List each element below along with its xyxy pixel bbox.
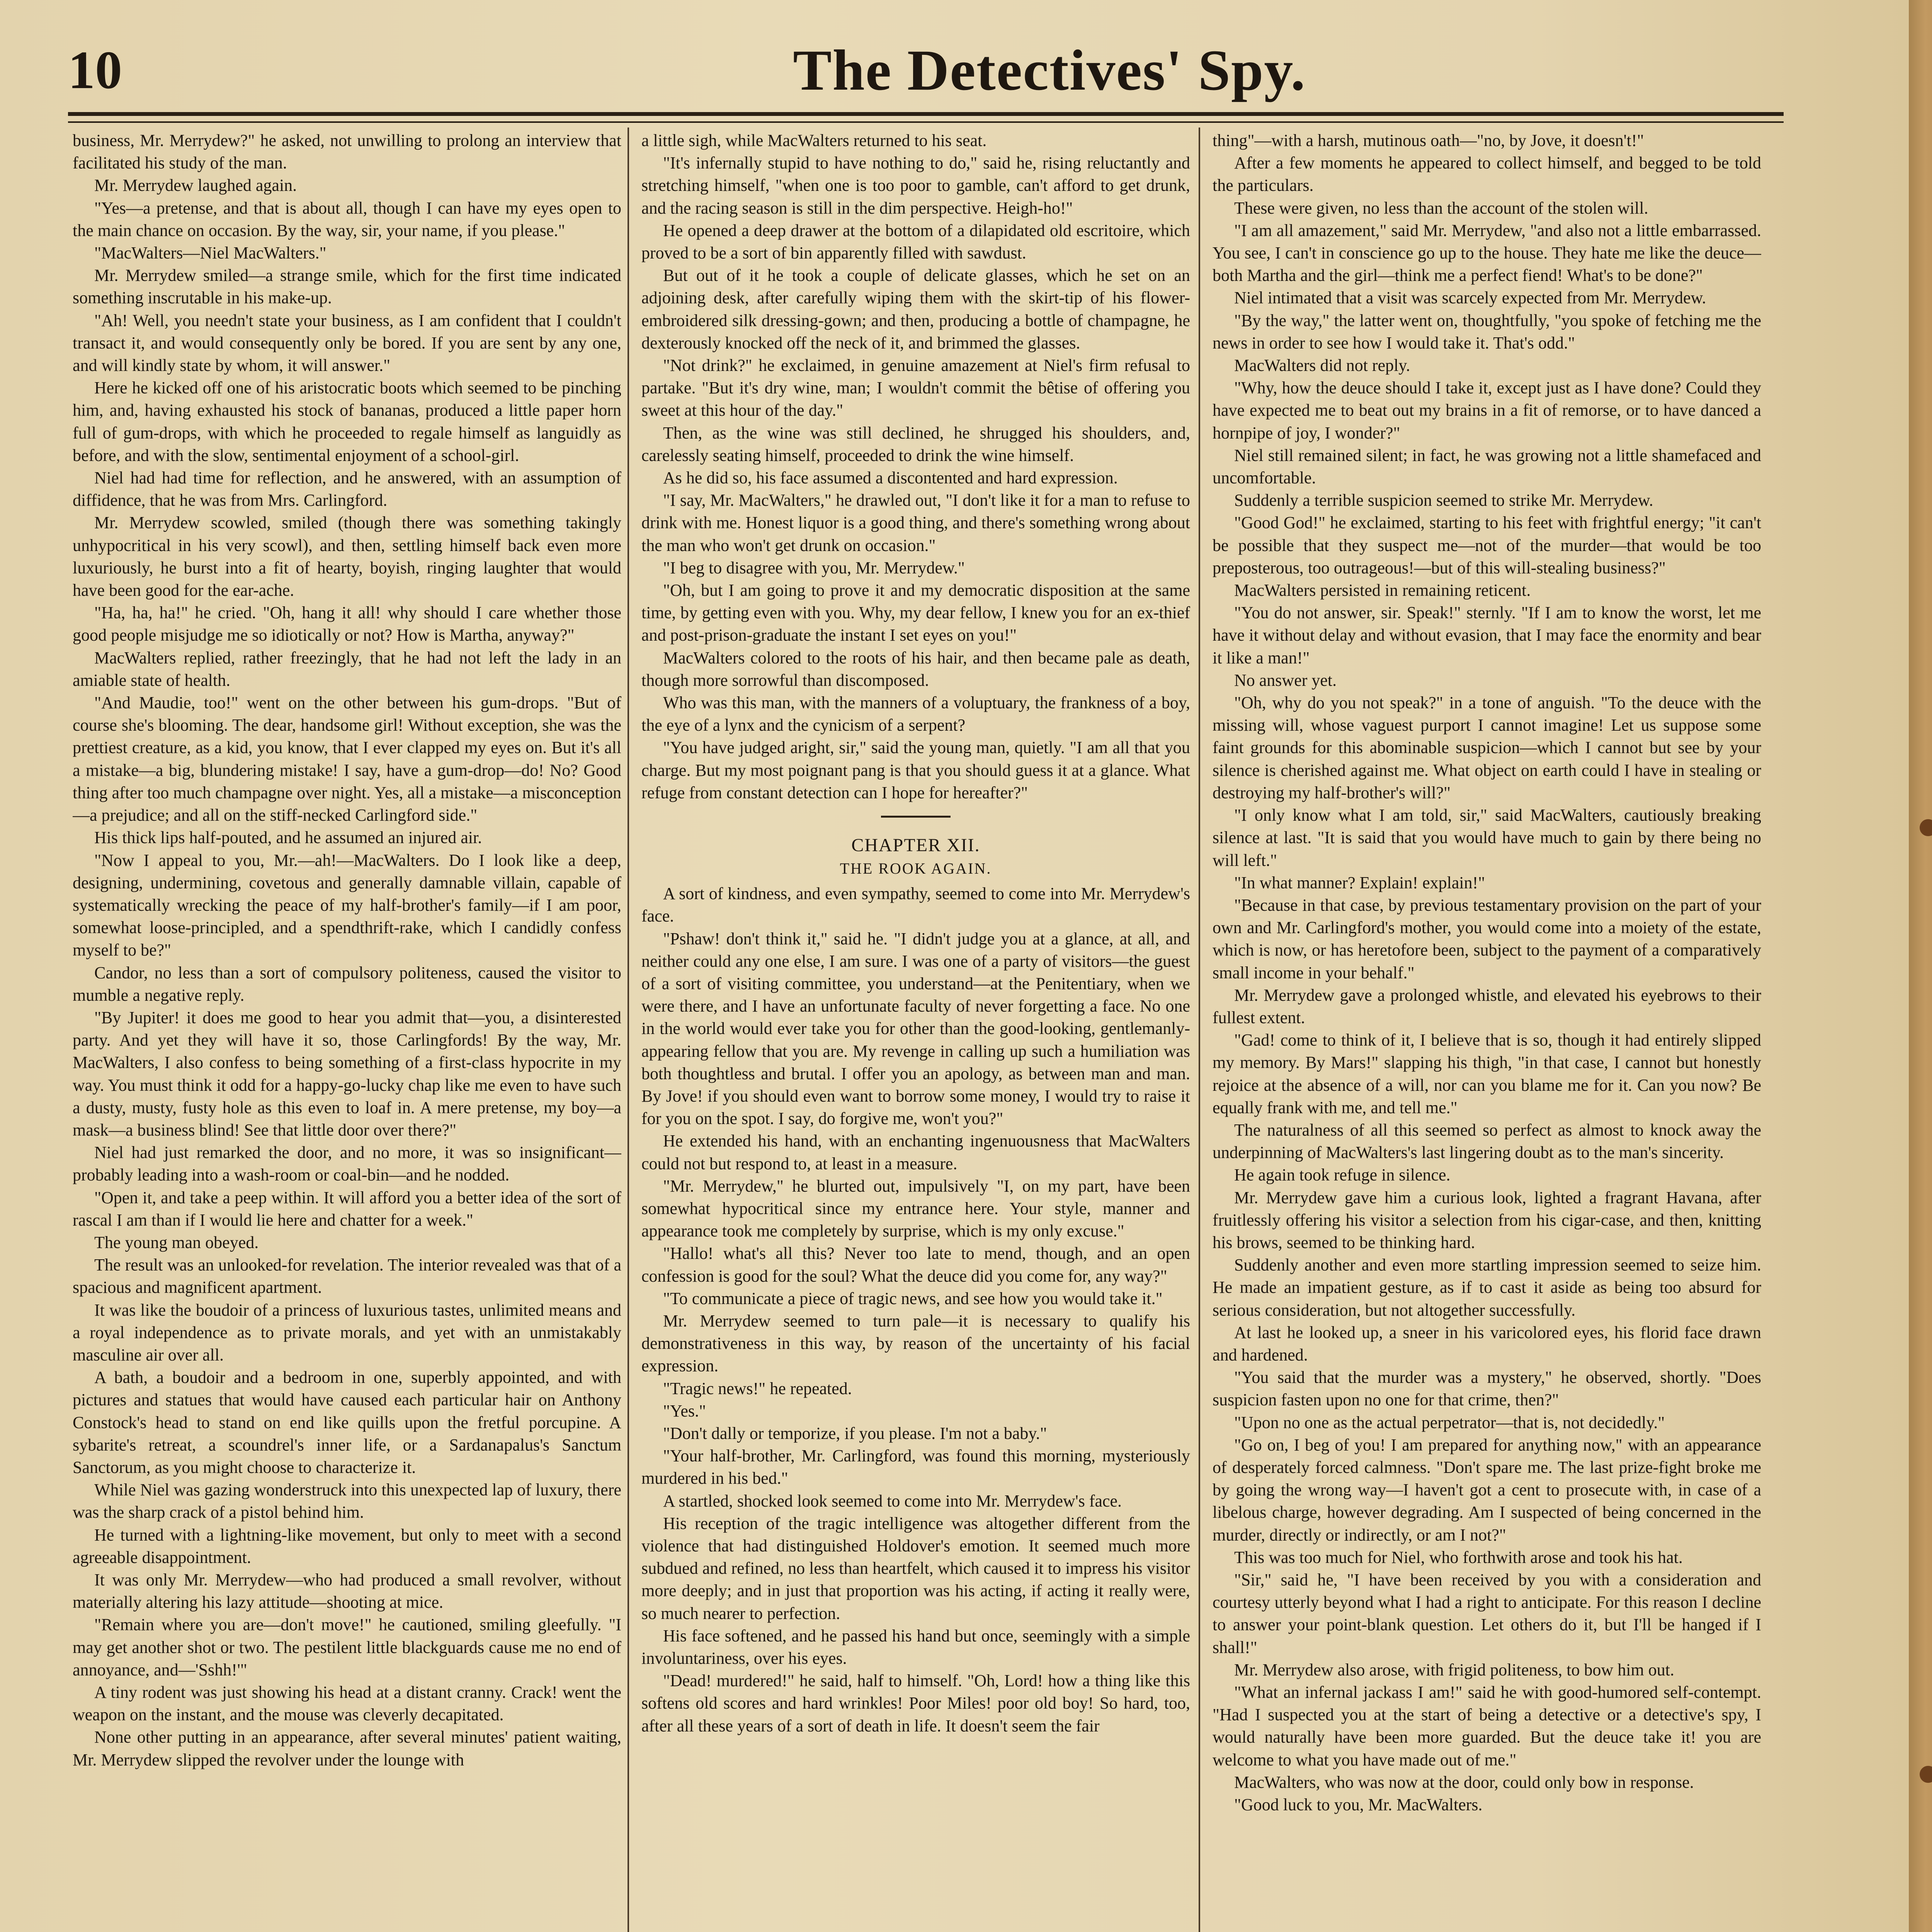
article-paragraph: "I beg to disagree with you, Mr. Merrydew." xyxy=(663,558,965,577)
article-paragraph: "Oh, but I am going to prove it and my democratic disposition at the same time, by getting even with you. Why, my dear fellow, I knew you for an ex-thief and post-prison-graduate the instant I set eyes on you!" xyxy=(641,581,1190,645)
article-paragraph: "MacWalters—Niel MacWalters." xyxy=(94,243,327,263)
article-paragraph: "To communicate a piece of tragic news, and see how you would take it." xyxy=(663,1289,1163,1308)
article-paragraph: A sort of kindness, and even sympathy, seemed to come into Mr. Merrydew's face. xyxy=(641,884,1190,926)
page-header xyxy=(68,32,1784,108)
article-paragraph: MacWalters persisted in remaining reticent. xyxy=(1234,581,1531,600)
article-paragraph: Suddenly another and even more startling impression seemed to seize him. He made an impatient gesture, as if to cast it aside as being too absurd for serious consideration, but not altogether successfully. xyxy=(1213,1255,1761,1320)
article-paragraph: business, Mr. Merrydew?" he asked, not unwilling to prolong an interview that facilitated his study of the man. xyxy=(73,131,621,173)
article-paragraph: Mr. Merrydew smiled—a strange smile, which for the first time indicated something inscrutable in his make-up. xyxy=(73,266,621,308)
article-paragraph: "Upon no one as the actual perpetrator—that is, not decidedly." xyxy=(1234,1413,1665,1432)
chapter-heading xyxy=(641,816,1190,879)
article-paragraph: "Ha, ha, ha!" he cried. "Oh, hang it all! why should I care whether those good people misjudge me so idiotically or not? How is Martha, anyway?" xyxy=(73,603,621,645)
article-paragraph: "Gad! come to think of it, I believe that is so, though it had entirely slipped my memory. By Mars!" slapping his thigh, "in that case, I cannot but honestly rejoice at the absence of a will, nor can you blame me for it. Can you now? Be equally frank with me, and tell me." xyxy=(1213,1031,1761,1117)
text-column-1 xyxy=(73,129,621,1932)
article-paragraph: Niel still remained silent; in fact, he was growing not a little shamefaced and uncomfortable. xyxy=(1213,446,1761,488)
article-paragraph: "In what manner? Explain! explain!" xyxy=(1234,873,1485,892)
article-paragraph: "Pshaw! don't think it," said he. "I didn't judge you at a glance, at all, and neither could any one else, I am sure. I was one of a party of visitors—the guest of a sort of visiting committee, you understand—at the Penitentiary, when we were there, and I have an unfortunate faculty of never forgetting a face. No one in the world would ever take you for other than the good-looking, gentlemanly-appearing fellow that you are. My revenge in calling up such a humiliation was both thoughtless and brutal. I offer you an apology, as between man and man. By Jove! if you should even want to borrow some money, I would try to raise it for you on the spot. I say, do forgive me, won't you?" xyxy=(641,929,1190,1128)
article-paragraph: "You do not answer, sir. Speak!" sternly. "If I am to know the worst, let me have it without delay and without evasion, that I may face the enormity and bear it like a man!" xyxy=(1213,603,1761,667)
article-paragraph: "Don't dally or temporize, if you please. I'm not a baby." xyxy=(663,1423,1047,1443)
text-column-2 xyxy=(641,129,1190,1932)
page-number: 10 xyxy=(68,40,122,100)
chapter-title: CHAPTER XII. xyxy=(851,835,980,856)
masthead-title: The Detectives' Spy. xyxy=(793,38,1306,102)
article-paragraph: He turned with a lightning-like movement, but only to meet with a second agreeable disappointment. xyxy=(73,1525,621,1567)
article-paragraph: "Tragic news!" he repeated. xyxy=(663,1379,852,1398)
article-paragraph: Mr. Merrydew also arose, with frigid politeness, to bow him out. xyxy=(1234,1660,1674,1679)
article-paragraph: MacWalters did not reply. xyxy=(1234,356,1410,375)
article-paragraph: "Hallo! what's all this? Never too late to mend, though, and an open confession is good for the soul? What the deuce did you come for, any way?" xyxy=(641,1244,1190,1286)
chapter-subtitle: THE ROOK AGAIN. xyxy=(840,860,992,878)
article-paragraph: The naturalness of all this seemed so perfect as almost to knock away the underpinning of MacWalters's last lingering doubt as to the man's sincerity. xyxy=(1213,1120,1761,1162)
article-paragraph: "I am all amazement," said Mr. Merrydew, "and also not a little embarrassed. You see, I can't in conscience go up to the house. They hate me like the deuce—both Martha and the girl—think me a perfect fiend! What's to be done?" xyxy=(1213,221,1761,285)
article-paragraph: MacWalters replied, rather freezingly, that he had not left the lady in an amiable state of health. xyxy=(73,648,621,690)
header-rule xyxy=(68,112,1784,116)
article-paragraph: The result was an unlooked-for revelation. The interior revealed was that of a spacious and magnificent apartment. xyxy=(73,1255,621,1297)
article-paragraph: "Sir," said he, "I have been received by you with a consideration and courtesy utterly beyond what I had a right to anticipate. For this reason I decline to answer your point-blank question. Let others do it, but I'll be hanged if I shall!" xyxy=(1213,1570,1761,1657)
article-paragraph: Candor, no less than a sort of compulsory politeness, caused the visitor to mumble a negative reply. xyxy=(73,963,621,1005)
article-paragraph: This was too much for Niel, who forthwith arose and took his hat. xyxy=(1234,1548,1683,1567)
article-paragraph: Mr. Merrydew gave a prolonged whistle, and elevated his eyebrows to their fullest extent. xyxy=(1213,985,1761,1027)
article-paragraph: "I only know what I am told, sir," said MacWalters, cautiously breaking silence at last. "It is said that you would have much to gain by there being no will left." xyxy=(1213,806,1761,870)
article-paragraph: "Ah! Well, you needn't state your business, as I am confident that I couldn't transact it, and would consequently only be bored. If you are sent by any one, and will kindly state by whom, it will answer." xyxy=(73,311,621,375)
article-paragraph: A bath, a boudoir and a bedroom in one, superbly appointed, and with pictures and statues that would have caused each particular hair on Anthony Constock's head to stand on end like quills upon the fretful porcupine. A sybarite's retreat, a scoundrel's inner life, or a Sardanapalus's Sanctum Sanctorum, as you might choose to characterize it. xyxy=(73,1368,621,1477)
article-paragraph: Here he kicked off one of his aristocratic boots which seemed to be pinching him, and, having exhausted his stock of bananas, produced a little paper horn full of gum-drops, with which he proceeded to regale himself as languidly as before, and with the slow, sentimental enjoyment of a school-girl. xyxy=(73,378,621,465)
article-paragraph: These were given, no less than the account of the stolen will. xyxy=(1234,198,1648,218)
article-paragraph: a little sigh, while MacWalters returned to his seat. xyxy=(641,131,987,150)
text-column-3 xyxy=(1213,129,1761,1932)
article-paragraph: A tiny rodent was just showing his head at a distant cranny. Crack! went the weapon on the instant, and the mouse was cleverly decapitated. xyxy=(73,1683,621,1725)
article-paragraph: Suddenly a terrible suspicion seemed to strike Mr. Merrydew. xyxy=(1234,491,1653,510)
article-paragraph: "What an infernal jackass I am!" said he with good-humored self-contempt. "Had I suspected you at the start of being a detective or a detective's spy, I would naturally have been more guarded. But the deuce take it! you are welcome to what you have made out of me." xyxy=(1213,1683,1761,1769)
article-paragraph: "Why, how the deuce should I take it, except just as I have done? Could they have expected me to beat out my brains in a fit of remorse, or to have danced a hornpipe of joy, I wonder?" xyxy=(1213,378,1761,442)
article-paragraph: "You have judged aright, sir," said the young man, quietly. "I am all that you charge. But my most poignant pang is that you should guess it at a glance. What refuge from constant detection can I hope for hereafter?" xyxy=(641,738,1190,802)
article-paragraph: The young man obeyed. xyxy=(94,1233,259,1252)
article-paragraph: "Yes." xyxy=(663,1401,706,1420)
article-paragraph: "Dead! murdered!" he said, half to himself. "Oh, Lord! how a thing like this softens old scores and hard wrinkles! Poor Miles! poor old boy! So hard, too, after all these years of a sort of death in life. It doesn't seem the fair xyxy=(641,1671,1190,1735)
article-paragraph: His thick lips half-pouted, and he assumed an injured air. xyxy=(94,828,482,847)
article-paragraph: A startled, shocked look seemed to come into Mr. Merrydew's face. xyxy=(663,1491,1122,1510)
article-paragraph: None other putting in an appearance, after several minutes' patient waiting, Mr. Merrydew slipped the revolver under the lounge with xyxy=(73,1728,621,1769)
article-paragraph: Niel had just remarked the door, and no more, it was so insignificant—probably leading into a wash-room or coal-bin—and he nodded. xyxy=(73,1143,621,1185)
article-paragraph: He again took refuge in silence. xyxy=(1234,1165,1451,1185)
article-paragraph: Niel intimated that a visit was scarcely expected from Mr. Merrydew. xyxy=(1234,288,1706,308)
article-paragraph: "Mr. Merrydew," he blurted out, impulsively "I, on my part, have been somewhat hypocritical since my entrance here. Your style, manner and appearance took me completely by surprise, which is my only excuse." xyxy=(641,1176,1190,1241)
article-paragraph: His face softened, and he passed his hand but once, seemingly with a simple involuntariness, over his eyes. xyxy=(641,1626,1190,1668)
article-paragraph: MacWalters, who was now at the door, could only bow in response. xyxy=(1234,1772,1694,1792)
article-paragraph: "I say, Mr. MacWalters," he drawled out, "I don't like it for a man to refuse to drink with me. Honest liquor is a good thing, and there's something wrong about the man who won't get drunk on occasion." xyxy=(641,491,1190,555)
article-paragraph: "Oh, why do you not speak?" in a tone of anguish. "To the deuce with the missing will, whose vaguest purport I cannot imagine! Let us suppose some faint grounds for this abominable suspicion—which I cannot but see by your silence is cherished against me. What object on earth could I have in stealing or destroying my half-brother's will?" xyxy=(1213,693,1761,802)
article-paragraph: "Because in that case, by previous testamentary provision on the part of your own and Mr. Carlingford's mother, you would come into a moiety of the estate, which is now, or has heretofore been, subject to the payment of a comparatively small income in your behalf." xyxy=(1213,895,1761,982)
article-paragraph: "Open it, and take a peep within. It will afford you a better idea of the sort of rascal I am than if I would lie here and chatter for a week." xyxy=(73,1188,621,1230)
article-paragraph: Mr. Merrydew scowled, smiled (though there was something takingly unhypocritical in his very scowl), and then, settling himself back even more luxuriously, he burst into a fit of hearty, boyish, ringing laughter that would have been good for the ear-ache. xyxy=(73,513,621,600)
article-paragraph: "Now I appeal to you, Mr.—ah!—MacWalters. Do I look like a deep, designing, undermining, covetous and generally damnable villain, capable of systematically wrecking the peace of my half-brother's family—if I am poor, somewhat loose-principled, and a spendthrift-rake, which I candidly confess myself to be?" xyxy=(73,850,621,960)
article-paragraph: "Not drink?" he exclaimed, in genuine amazement at Niel's firm refusal to partake. "But it's dry wine, man; I wouldn't commit the bêtise of offering you sweet at this hour of the day." xyxy=(641,356,1190,420)
article-paragraph: "And Maudie, too!" went on the other between his gum-drops. "But of course she's blooming. The dear, handsome girl! Without exception, she was the prettiest creature, as a kid, you know, that I ever clapped my eyes on. But it's all a mistake—a big, blundering mistake! I say, have a gum-drop—do! No? Good thing after too much champagne over night. Yes, all a mistake—a misconception—a prejudice; and all on the stiff-necked Carlingford side." xyxy=(73,693,621,825)
article-paragraph: "Go on, I beg of you! I am prepared for anything now," with an appearance of desperately forced calmness. "Don't spare me. The last prize-fight broke me by going the wrong way—I haven't got a cent to prosecute with, in case of a libelous charge, however degrading. Am I suspected of being concerned in the murder, directly or indirectly, or am I not?" xyxy=(1213,1435,1761,1544)
article-paragraph: But out of it he took a couple of delicate glasses, which he set on an adjoining desk, after carefully wiping them with the skirt-tip of his flower-embroidered silk dressing-gown; and then, producing a bottle of champagne, he dexterously knocked off the neck of it, and brimmed the glasses. xyxy=(641,266,1190,352)
article-paragraph: Then, as the wine was still declined, he shrugged his shoulders, and, carelessly seating himself, proceeded to drink the wine himself. xyxy=(641,423,1190,465)
column-divider xyxy=(628,128,629,1932)
article-paragraph: Mr. Merrydew seemed to turn pale—it is necessary to qualify his demonstrativeness in this way, by reason of the uncertainty of his facial expression. xyxy=(641,1311,1190,1376)
article-paragraph: At last he looked up, a sneer in his varicolored eyes, his florid face drawn and hardened. xyxy=(1213,1323,1761,1364)
article-paragraph: It was like the boudoir of a princess of luxurious tastes, unlimited means and a royal independence as to private morals, and yet with an unmistakably masculine air over all. xyxy=(73,1300,621,1364)
article-paragraph: Niel had had time for reflection, and he answered, with an assumption of diffidence, that he was from Mrs. Carlingford. xyxy=(73,468,621,510)
article-paragraph: "Good luck to you, Mr. MacWalters. xyxy=(1234,1795,1483,1815)
article-paragraph: It was only Mr. Merrydew—who had produced a small revolver, without materially altering his lazy attitude—shooting at mice. xyxy=(73,1570,621,1612)
article-paragraph: "Yes—a pretense, and that is about all, though I can have my eyes open to the main chance on occasion. By the way, sir, your name, if you please." xyxy=(73,198,621,240)
article-paragraph: While Niel was gazing wonderstruck into this unexpected lap of luxury, there was the sharp crack of a pistol behind him. xyxy=(73,1480,621,1522)
article-paragraph: MacWalters colored to the roots of his hair, and then became pale as death, though more sorrowful than discomposed. xyxy=(641,648,1190,690)
article-paragraph: As he did so, his face assumed a discontented and hard expression. xyxy=(663,468,1118,488)
column-divider xyxy=(1199,128,1200,1932)
chapter-divider xyxy=(881,816,951,818)
article-paragraph: He opened a deep drawer at the bottom of a dilapidated old escritoire, which proved to be a sort of bin apparently filled with sawdust. xyxy=(641,221,1190,263)
article-paragraph: His reception of the tragic intelligence was altogether different from the violence that had distinguished Holdover's emotion. It seemed much more subdued and refined, no less than heartfelt, which caused it to impress his visitor more deeply; and in just that proportion was his acting, if acting it really were, so much nearer to perfection. xyxy=(641,1514,1190,1623)
article-paragraph: He extended his hand, with an enchanting ingenuousness that MacWalters could not but respond to, at least in a measure. xyxy=(641,1131,1190,1173)
article-paragraph: "You said that the murder was a mystery," he observed, shortly. "Does suspicion fasten upon no one for that crime, then?" xyxy=(1213,1368,1761,1410)
article-paragraph: "By Jupiter! it does me good to hear you admit that—you, a disinterested party. And yet they will have it so, those Carlingfords! By the way, Mr. MacWalters, I also confess to being something of a first-class hypocrite in my way. You must think it odd for a happy-go-lucky chap like me even to have such a dusty, musty, fusty hole as this even to loaf in. A mere pretense, my boy—a mask—a business blind! See that little door over there?" xyxy=(73,1008,621,1139)
article-paragraph: "By the way," the latter went on, thoughtfully, "you spoke of fetching me the news in order to see how I would take it. That's odd." xyxy=(1213,311,1761,352)
article-paragraph: Mr. Merrydew gave him a curious look, lighted a fragrant Havana, after fruitlessly offering his visitor a selection from his cigar-case, and then, knitting his brows, seemed to be thinking hard. xyxy=(1213,1188,1761,1252)
article-paragraph: Who was this man, with the manners of a voluptuary, the frankness of a boy, the eye of a lynx and the cynicism of a serpent? xyxy=(641,693,1190,735)
article-paragraph: "It's infernally stupid to have nothing to do," said he, rising reluctantly and stretching himself, "when one is too poor to gamble, can't afford to get drunk, and the racing season is still in the dim perspective. Heigh-ho!" xyxy=(641,153,1190,218)
article-paragraph: "Good God!" he exclaimed, starting to his feet with frightful energy; "it can't be possible that they suspect me—not of the murder—that would be too preposterous, too outrageous!—but of this will-stealing business?" xyxy=(1213,513,1761,577)
article-paragraph: Mr. Merrydew laughed again. xyxy=(94,176,297,195)
article-paragraph: "Remain where you are—don't move!" he cautioned, smiling gleefully. "I may get another shot or two. The pestilent little blackguards cause me no end of annoyance, and—'Sshh!'" xyxy=(73,1615,621,1679)
article-paragraph: thing"—with a harsh, mutinous oath—"no, by Jove, it doesn't!" xyxy=(1213,131,1644,150)
article-paragraph: No answer yet. xyxy=(1234,670,1337,690)
header-rule-thin xyxy=(68,121,1784,123)
article-paragraph: "Your half-brother, Mr. Carlingford, was found this morning, mysteriously murdered in his bed." xyxy=(641,1446,1190,1488)
article-paragraph: After a few moments he appeared to collect himself, and begged to be told the particulars. xyxy=(1213,153,1761,195)
binding-edge xyxy=(1909,0,1932,1932)
